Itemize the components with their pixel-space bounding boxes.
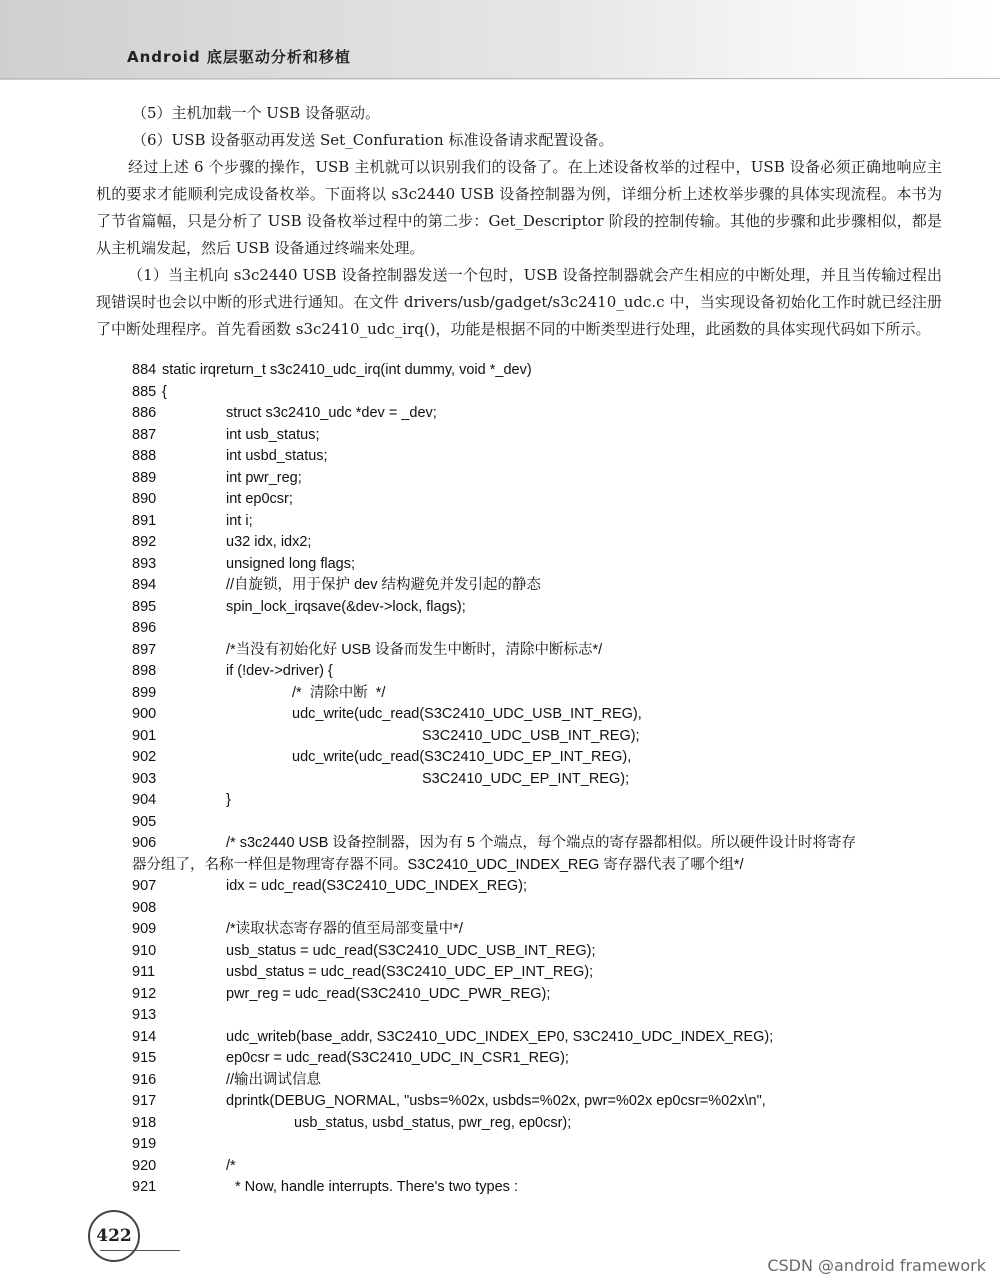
code-text: }	[226, 792, 231, 808]
code-line	[132, 790, 952, 812]
line-number: 892	[132, 534, 157, 550]
code-text: udc_writeb(base_addr, S3C2410_UDC_INDEX_EP0, S3C2410_UDC_INDEX_REG);	[226, 1028, 774, 1045]
code-text: //自旋锁，用于保护 dev 结构避免并发引起的静态	[226, 577, 541, 593]
code-text: spin_lock_irqsave(&dev->lock, flags);	[226, 598, 466, 615]
line-number: 886	[132, 405, 157, 421]
line-number: 884	[132, 362, 157, 378]
paragraph-irq-intro: （1）当主机向 s3c2440 USB 设备控制器发送一个包时，USB 设备控制器就会产生相应的中断处理，并且当传输过程出现错误时也会以中断的形式进行通知。在文件 drivers/usb/gadget/s3c2410_udc.c 中，当实现设备初始化工作时就已经注册了中断处理程序。首先看函数 s3c2410_udc_irq()，功能是根据不同的中断类型进行处理，此函数的具体实现代码如下所示。	[96, 266, 942, 338]
line-number: 913	[132, 1007, 157, 1023]
line-number: 915	[132, 1050, 157, 1066]
code-text: int i;	[226, 512, 253, 529]
line-number: 899	[132, 684, 157, 701]
code-line	[132, 769, 952, 791]
code-line	[132, 511, 952, 533]
code-text: pwr_reg = udc_read(S3C2410_UDC_PWR_REG);	[226, 985, 551, 1002]
code-line	[132, 446, 952, 468]
code-text: static irqreturn_t s3c2410_udc_irq(int dummy, void *_dev)	[162, 362, 532, 378]
line-number: 898	[132, 663, 157, 679]
code-text: udc_write(udc_read(S3C2410_UDC_EP_INT_REG),	[292, 749, 632, 765]
line-number: 902	[132, 749, 157, 765]
code-listing	[132, 360, 952, 1199]
code-line	[132, 1070, 952, 1092]
line-number: 904	[132, 792, 157, 808]
line-number: 890	[132, 491, 157, 507]
code-line	[132, 382, 952, 404]
line-number: 911	[132, 964, 156, 980]
code-line	[132, 984, 952, 1006]
code-line-906	[132, 833, 952, 876]
line-number: 893	[132, 555, 157, 572]
line-number: 887	[132, 426, 157, 443]
code-line	[132, 532, 952, 554]
code-line	[132, 425, 952, 447]
line-number: 921	[132, 1179, 157, 1195]
line-number: 891	[132, 512, 157, 529]
code-line	[132, 876, 952, 898]
code-text: if (!dev->driver) {	[226, 663, 333, 679]
paragraph-summary: 经过上述 6 个步骤的操作，USB 主机就可以识别我们的设备了。在上述设备枚举的过程中，USB 设备必须正确地响应主机的要求才能顺利完成设备枚举。下面将以 s3c2440 USB 设备控制器为例，详细分析上述枚举步骤的具体实现流程。本书为了节省篇幅，只是分析了 USB 设备枚举过程中的第二步：Get_Descriptor 阶段的控制传输。其他的步骤和此步骤相似，都是从主机端发起，然后 USB 设备通过终端来处理。	[96, 158, 942, 257]
page-number-badge	[88, 1210, 140, 1262]
line-number: 894	[132, 577, 157, 593]
line-number: 888	[132, 448, 157, 464]
code-text: S3C2410_UDC_USB_INT_REG);	[422, 727, 640, 744]
code-text: int ep0csr;	[226, 491, 293, 507]
line-number: 903	[132, 770, 157, 787]
code-text: /* s3c2440 USB 设备控制器，因为有 5 个端点，每个端点的寄存器都相似。所以硬件设计时将寄存	[226, 835, 857, 851]
page-header	[0, 0, 1000, 80]
page-number: 422	[96, 1226, 132, 1246]
code-text: {	[162, 383, 167, 400]
header-rule	[0, 78, 1000, 79]
code-line	[132, 1027, 952, 1049]
line-number: 895	[132, 598, 157, 615]
code-text: usb_status, usbd_status, pwr_reg, ep0csr);	[294, 1114, 572, 1131]
line-number: 912	[132, 985, 157, 1002]
code-text: int usbd_status;	[226, 448, 328, 464]
code-line	[132, 554, 952, 576]
code-text: /* 清除中断 */	[292, 684, 386, 701]
line-number: 908	[132, 899, 157, 916]
code-text: * Now, handle interrupts. There's two types :	[235, 1179, 518, 1195]
code-line	[132, 704, 952, 726]
code-line	[132, 640, 952, 662]
code-text-continued: 器分组了，名称一样但是物理寄存器不同。S3C2410_UDC_INDEX_REG 寄存器代表了哪个组*/	[132, 856, 744, 873]
line-number: 896	[132, 620, 157, 636]
code-text: dprintk(DEBUG_NORMAL, "usbs=%02x, usbds=%02x, pwr=%02x ep0csr=%02x\n",	[226, 1093, 766, 1109]
line-number: 897	[132, 641, 157, 658]
line-number: 906	[132, 835, 157, 851]
line-number: 909	[132, 921, 157, 937]
line-number: 905	[132, 813, 157, 830]
line-number: 914	[132, 1028, 157, 1045]
code-text: idx = udc_read(S3C2410_UDC_INDEX_REG);	[226, 878, 528, 894]
line-number: 889	[132, 469, 157, 486]
code-line	[132, 360, 952, 382]
code-line	[132, 683, 952, 705]
line-number: 885	[132, 383, 157, 400]
line-number: 900	[132, 706, 157, 722]
code-text: udc_write(udc_read(S3C2410_UDC_USB_INT_REG),	[292, 706, 642, 722]
line-number: 907	[132, 878, 157, 894]
code-text: /*	[226, 1157, 236, 1174]
code-text: //输出调试信息	[226, 1071, 322, 1088]
code-text: usb_status = udc_read(S3C2410_UDC_USB_INT_REG);	[226, 942, 596, 959]
code-line	[132, 1048, 952, 1070]
line-number: 901	[132, 727, 157, 744]
code-line	[132, 898, 952, 920]
code-line	[132, 489, 952, 511]
code-line	[132, 919, 952, 941]
paragraph-step6: （6）USB 设备驱动再发送 Set_Confuration 标准设备请求配置设备。	[132, 131, 614, 149]
code-text: usbd_status = udc_read(S3C2410_UDC_EP_INT_REG);	[226, 964, 594, 980]
line-number: 917	[132, 1093, 157, 1109]
code-line	[132, 468, 952, 490]
line-number: 918	[132, 1114, 157, 1131]
code-line	[132, 1113, 952, 1135]
code-text: S3C2410_UDC_EP_INT_REG);	[422, 770, 630, 787]
code-text: ep0csr = udc_read(S3C2410_UDC_IN_CSR1_REG);	[226, 1050, 569, 1066]
line-number: 910	[132, 942, 157, 959]
code-line	[132, 1156, 952, 1178]
code-line	[132, 747, 952, 769]
code-line	[132, 1134, 952, 1156]
code-text: /*当没有初始化好 USB 设备而发生中断时，清除中断标志*/	[226, 641, 603, 658]
code-line	[132, 941, 952, 963]
code-line	[132, 1005, 952, 1027]
code-text: /*读取状态寄存器的值至局部变量中*/	[226, 921, 463, 937]
code-text: int usb_status;	[226, 426, 320, 443]
code-line	[132, 597, 952, 619]
code-line	[132, 1091, 952, 1113]
code-text: u32 idx, idx2;	[226, 534, 312, 550]
code-line	[132, 962, 952, 984]
line-number: 920	[132, 1157, 157, 1174]
line-number: 919	[132, 1136, 157, 1152]
code-text: int pwr_reg;	[226, 469, 302, 486]
book-title: Android 底层驱动分析和移植	[127, 48, 351, 66]
code-text: struct s3c2410_udc *dev = _dev;	[226, 405, 437, 421]
code-line	[132, 575, 952, 597]
code-line	[132, 1177, 952, 1199]
code-line	[132, 726, 952, 748]
code-line	[132, 618, 952, 640]
code-line	[132, 812, 952, 834]
code-line	[132, 403, 952, 425]
watermark: CSDN @android framework	[767, 1256, 986, 1275]
footer-rule	[100, 1250, 180, 1251]
code-text: unsigned long flags;	[226, 555, 355, 572]
paragraph-step5: （5）主机加载一个 USB 设备驱动。	[132, 104, 381, 122]
code-line	[132, 661, 952, 683]
line-number: 916	[132, 1071, 157, 1088]
